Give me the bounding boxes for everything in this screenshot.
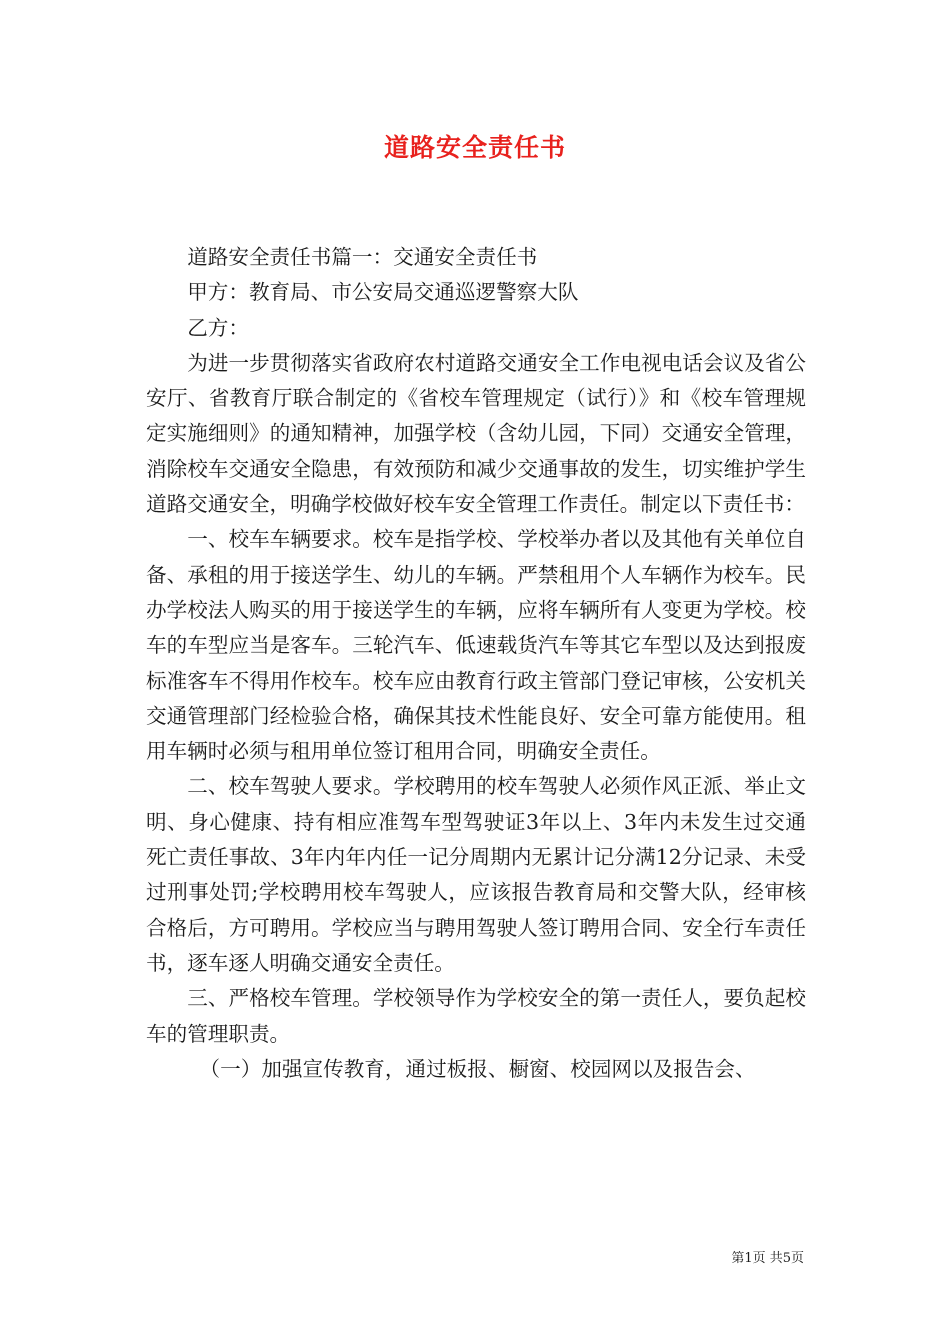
document-body [146, 240, 806, 1087]
paragraph-intro: 为进一步贯彻落实省政府农村道路交通安全工作电视电话会议及省公安厅、省教育厅联合制定的《省校车管理规定（试行）》和《校车管理规定实施细则》的通知精神，加强学校（含幼儿园，下同）交通安全管理，消除校车交通安全隐患，有效预防和减少交通事故的发生，切实维护学生道路交通安全，明确学校做好校车安全管理工作责任。制定以下责任书： [146, 350, 806, 517]
page-number: 第1页 共5页 [731, 1251, 804, 1266]
paragraph-subtitle: 道路安全责任书篇一：交通安全责任书 [187, 245, 538, 269]
paragraph-section-1: 一、校车车辆要求。校车是指学校、学校举办者以及其他有关单位自备、承租的用于接送学生、幼儿的车辆。严禁租用个人车辆作为校车。民办学校法人购买的用于接送学生的车辆，应将车辆所有人变更为学校。校车的车型应当是客车。三轮汽车、低速载货汽车等其它车型以及达到报废标准客车不得用作校车。校车应由教育行政主管部门登记审核，公安机关交通管理部门经检验合格，确保其技术性能良好、安全可靠方能使用。租用车辆时必须与租用单位签订租用合同，明确安全责任。 [146, 527, 806, 764]
paragraph-party-a: 甲方：教育局、市公安局交通巡逻警察大队 [187, 280, 579, 305]
paragraph-section-3: 三、严格校车管理。学校领导作为学校安全的第一责任人，要负起校车的管理职责。 [146, 986, 806, 1046]
paragraph-subsection-1: （一）加强宣传教育，通过板报、橱窗、校园网以及报告会、 [199, 1056, 756, 1081]
paragraph-party-b: 乙方： [187, 315, 249, 340]
document-title: 道路安全责任书 [383, 133, 566, 162]
paragraph-section-2: 二、校车驾驶人要求。学校聘用的校车驾驶人必须作风正派、举止文明、身心健康、持有相应准驾车型驾驶证3年以上、3年内未发生过交通死亡责任事故、3年内年内任一记分周期内无累计记分满12分记录、未受过刑事处罚;学校聘用校车驾驶人，应该报告教育局和交警大队，经审核合格后，方可聘用。学校应当与聘用驾驶人签订聘用合同、安全行车责任书，逐车逐人明确交通安全责任。 [146, 774, 806, 975]
